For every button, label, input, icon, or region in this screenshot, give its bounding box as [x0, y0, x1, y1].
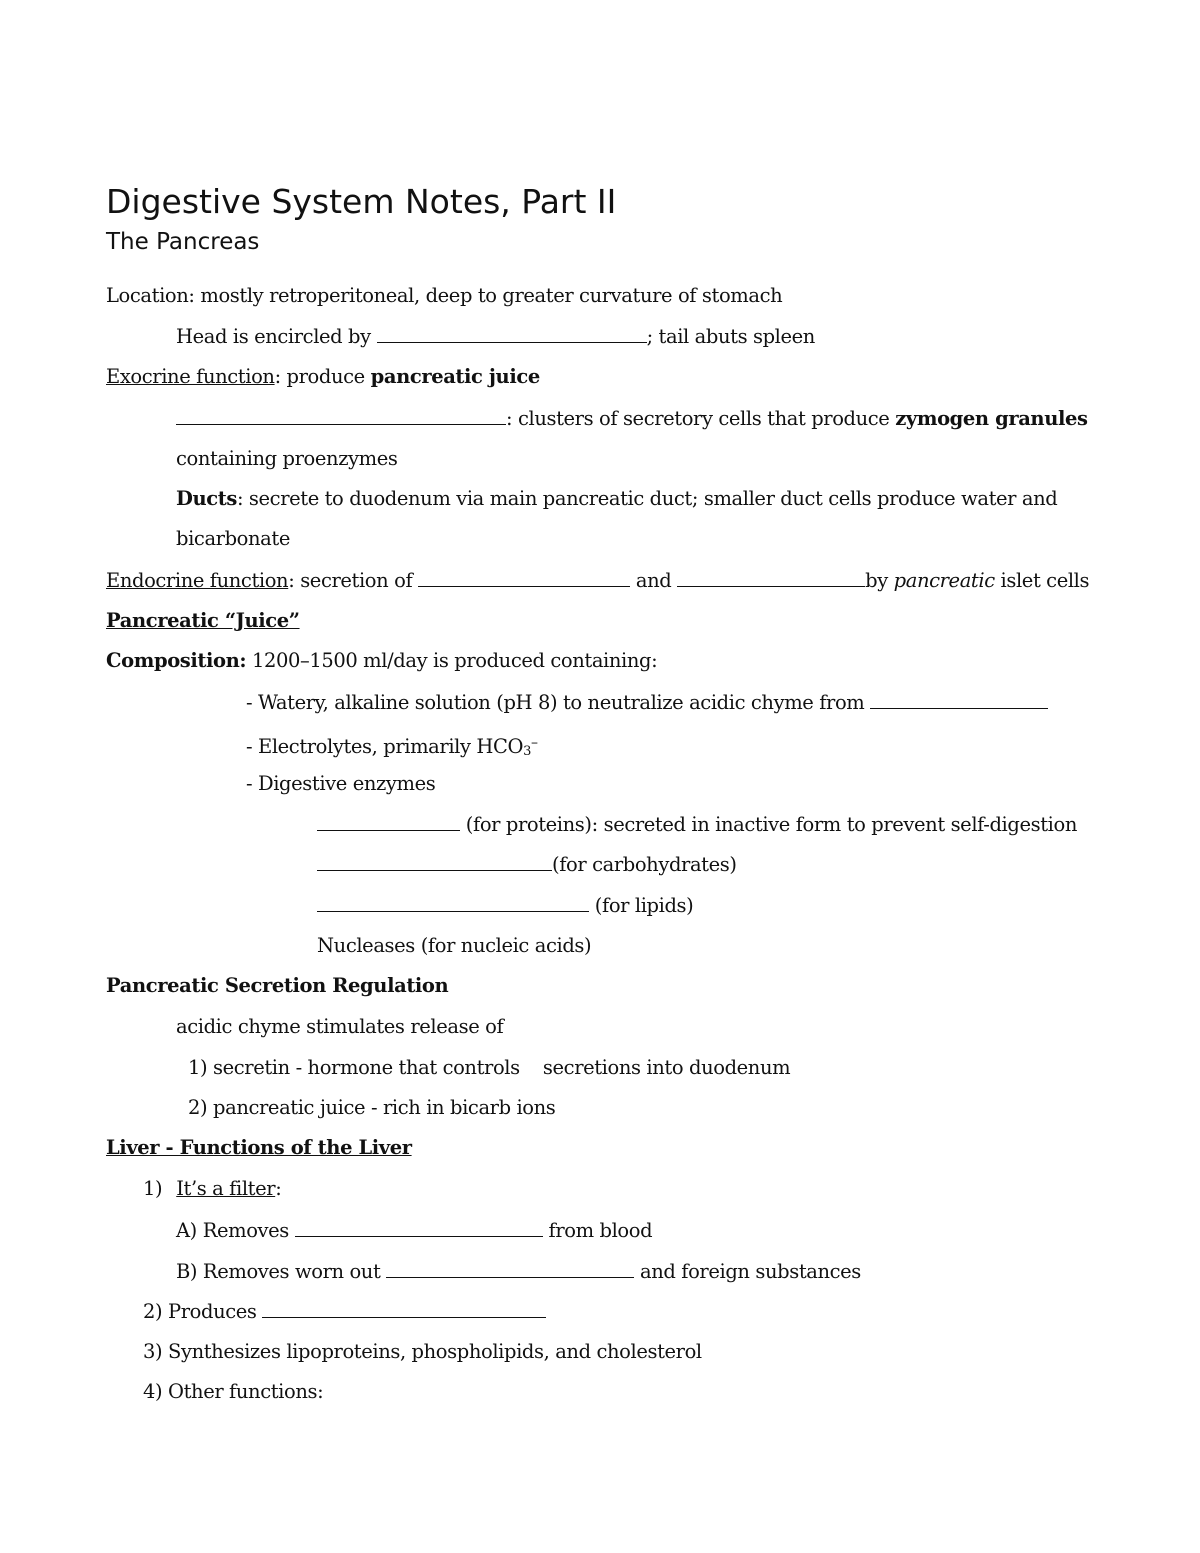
enzyme-lipids-text: (for lipids) [589, 894, 694, 917]
ducts-cont-line: bicarbonate [176, 527, 290, 550]
composition-text: 1200–1500 ml/day is produced containing: [246, 649, 658, 672]
liver-f1-label: It’s a filter [176, 1177, 276, 1200]
composition-line [106, 648, 657, 674]
endocrine-line [106, 567, 1089, 594]
liver-function-3: 3) Synthesizes lipoproteins, phospholipids, and cholesterol [143, 1340, 702, 1363]
fill-blank[interactable] [176, 405, 506, 425]
liver-function-1 [143, 1176, 281, 1202]
exocrine-label: Exocrine function [106, 365, 275, 388]
ducts-text: : secrete to duodenum via main pancreatic duct; smaller duct cells produce water and [236, 487, 1058, 510]
liver-f2-text: 2) Produces [143, 1300, 263, 1323]
fill-blank[interactable] [317, 892, 589, 912]
liver-f1b-end: and foreign substances [634, 1260, 861, 1283]
section-heading-pancreas: The Pancreas [106, 229, 260, 255]
liver-function-1a [176, 1217, 652, 1244]
regulation-line-2: 1) secretin - hormone that controls secretions into duodenum [188, 1056, 791, 1079]
exocrine-line [106, 364, 540, 390]
electrolytes-subscript: 3 [523, 744, 532, 759]
composition-bold: Composition: [106, 649, 247, 672]
ducts-line [176, 486, 1057, 512]
fill-blank[interactable] [418, 567, 630, 587]
enzyme-nucleases-line: Nucleases (for nucleic acids) [317, 934, 592, 957]
fill-blank[interactable] [377, 323, 647, 343]
exocrine-text: : produce [274, 365, 371, 388]
juice-item-enzymes: - Digestive enzymes [246, 772, 436, 795]
acini-cont-line: containing proenzymes [176, 447, 398, 470]
enzyme-proteins-line [317, 811, 1077, 838]
enzyme-carbs-line [317, 851, 737, 878]
fill-blank[interactable] [386, 1258, 634, 1278]
liver-function-2 [143, 1298, 546, 1325]
head-line [176, 323, 815, 350]
regulation-line-3: 2) pancreatic juice - rich in bicarb ions [188, 1096, 556, 1119]
ducts-bold: Ducts [176, 487, 237, 510]
liver-function-4: 4) Other functions: [143, 1380, 324, 1403]
liver-f1-colon: : [275, 1177, 282, 1200]
juice-item-electrolytes [246, 730, 538, 765]
endocrine-by: by [865, 569, 894, 592]
juice-heading: Pancreatic “Juice” [106, 609, 300, 632]
document-title: Digestive System Notes, Part II [106, 182, 617, 221]
electrolytes-superscript: – [531, 735, 538, 751]
liver-function-1b [176, 1258, 861, 1285]
acini-line [176, 405, 1088, 432]
exocrine-bold: pancreatic juice [370, 365, 540, 388]
liver-f1b-text: B) Removes worn out [176, 1260, 387, 1283]
fill-blank[interactable] [262, 1298, 546, 1318]
enzyme-proteins-text: (for proteins): secreted in inactive form to prevent self-digestion [460, 813, 1077, 836]
acini-bold: zymogen granules [895, 407, 1088, 430]
liver-f1a-end: from blood [542, 1219, 653, 1242]
fill-blank[interactable] [317, 851, 552, 871]
enzyme-carbs-text: (for carbohydrates) [552, 853, 737, 876]
regulation-line-1: acidic chyme stimulates release of [176, 1015, 504, 1038]
enzyme-lipids-line [317, 892, 693, 919]
acini-text: : clusters of secretory cells that produce [506, 407, 896, 430]
fill-blank[interactable] [870, 689, 1048, 709]
fill-blank[interactable] [677, 567, 865, 587]
head-text: Head is encircled by [176, 325, 371, 348]
endocrine-end: islet cells [994, 569, 1090, 592]
liver-heading: Liver - Functions of the Liver [106, 1136, 412, 1159]
endocrine-text: : secretion of [288, 569, 419, 592]
electrolytes-text: - Electrolytes, primarily HCO [246, 735, 524, 758]
liver-f1-number: 1) [143, 1177, 163, 1200]
head-text-end: ; tail abuts spleen [646, 325, 815, 348]
fill-blank[interactable] [295, 1217, 543, 1237]
endocrine-and: and [630, 569, 678, 592]
fill-blank[interactable] [317, 811, 460, 831]
location-line: Location: mostly retroperitoneal, deep to greater curvature of stomach [106, 284, 783, 307]
liver-f1a-text: A) Removes [176, 1219, 295, 1242]
watery-text: - Watery, alkaline solution (pH 8) to neutralize acidic chyme from [246, 691, 871, 714]
juice-item-watery [246, 689, 1048, 716]
endocrine-label: Endocrine function [106, 569, 289, 592]
endocrine-italic: pancreatic [893, 569, 995, 592]
regulation-heading: Pancreatic Secretion Regulation [106, 974, 449, 997]
